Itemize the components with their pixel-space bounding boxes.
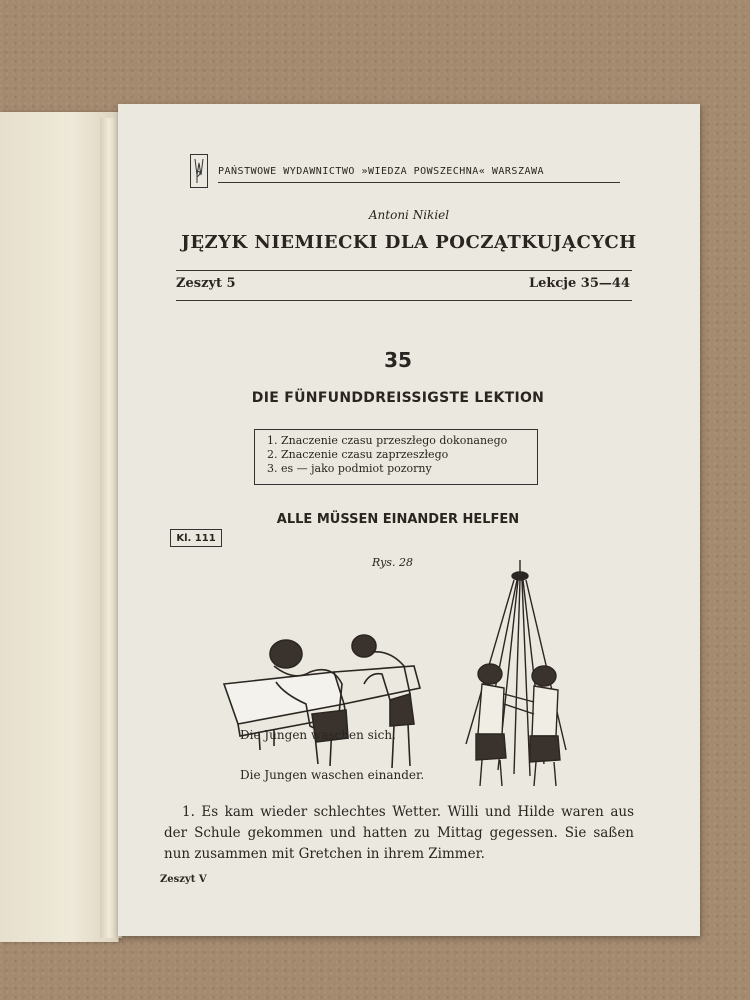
author-name: Antoni Nikiel bbox=[368, 208, 450, 222]
title-rule-lower bbox=[176, 300, 632, 301]
paragraph: 1. Es kam wieder schlechtes Wetter. Willi und Hilde waren aus der Schule gekommen und hatten zu Mittag gegessen. Sie saßen nun zusammen mit Gretchen in ihrem Zimmer. bbox=[164, 804, 634, 862]
topic-item: 1. Znaczenie czasu przeszłego dokonanego bbox=[267, 434, 508, 447]
lesson-title: DIE FÜNFUNDDREISSIGSTE LEKTION bbox=[251, 390, 545, 406]
book-title: JĘZYK NIEMIECKI DLA POCZĄTKUJĄCYCH bbox=[181, 232, 637, 253]
lessons-range: Lekcje 35—44 bbox=[528, 276, 630, 291]
washbasin-scene bbox=[224, 635, 420, 768]
issue-number: Zeszyt 5 bbox=[176, 276, 236, 291]
footer-issue: Zeszyt V bbox=[160, 874, 207, 885]
illustration-boys-washing bbox=[214, 554, 594, 794]
publisher-name: PAŃSTWOWE WYDAWNICTWO »WIEDZA POWSZECHNA« WARSZAWA bbox=[218, 165, 545, 177]
title-rule-upper bbox=[176, 270, 632, 271]
header-rule-top bbox=[218, 182, 620, 183]
class-label: Kl. 111 bbox=[170, 529, 222, 547]
figure-caption-2: Die Jungen waschen einander. bbox=[240, 768, 425, 782]
body-text bbox=[164, 802, 634, 865]
book-page bbox=[118, 104, 700, 936]
shower-scene bbox=[466, 560, 566, 786]
figure-caption-1: Die Jungen waschen sich. bbox=[240, 728, 396, 742]
section-title: ALLE MÜSSEN EINANDER HELFEN bbox=[276, 512, 520, 527]
grammar-topics-box bbox=[254, 429, 538, 485]
lesson-number: 35 bbox=[384, 348, 412, 372]
topic-item: 2. Znaczenie czasu zaprzeszłego bbox=[267, 448, 449, 461]
publisher-logo-icon bbox=[190, 154, 208, 188]
topic-item: 3. es — jako podmiot pozorny bbox=[267, 462, 432, 475]
figure-label: Rys. 28 bbox=[372, 556, 413, 569]
